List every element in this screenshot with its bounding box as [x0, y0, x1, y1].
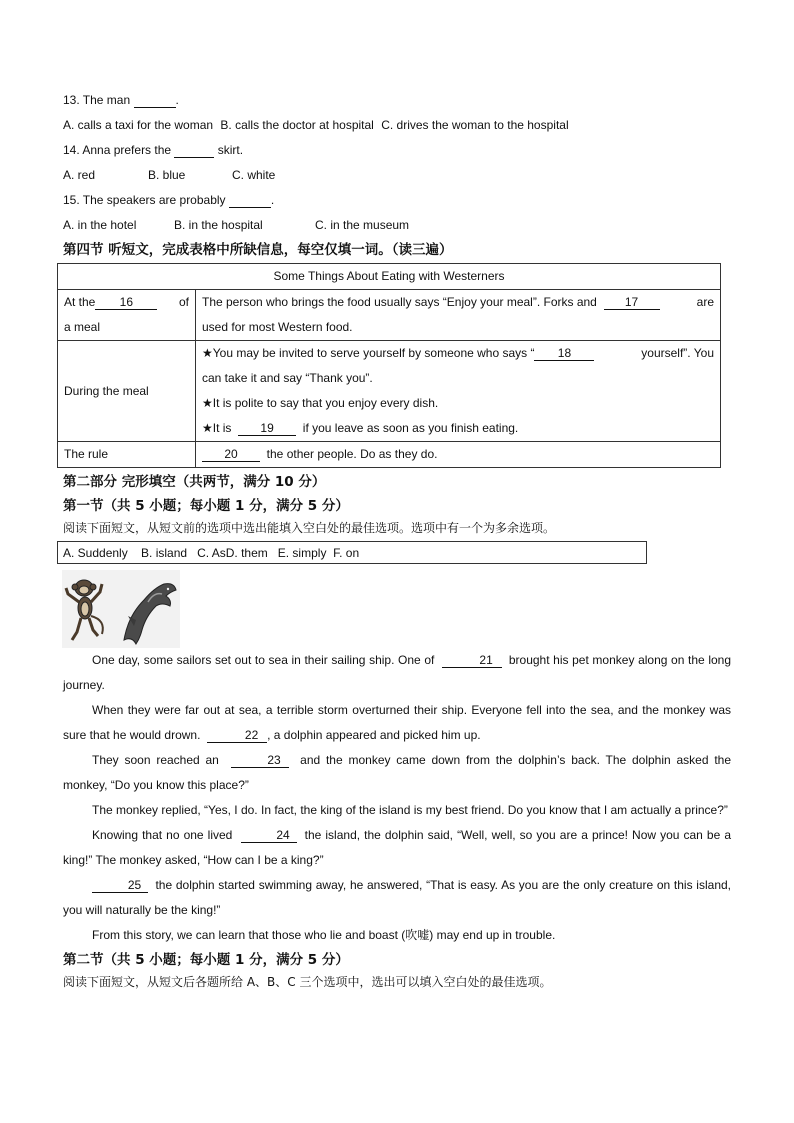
- answer-blank-24: 24: [241, 828, 297, 843]
- table-row: [58, 341, 721, 442]
- answer-blank-16: 16: [95, 295, 157, 310]
- option-c: C. white: [232, 168, 276, 182]
- question-13: 13. The man .: [63, 93, 179, 107]
- option-b: B. in the hospital: [174, 218, 263, 232]
- story-paragraph: From this story, we can learn that those who lie and boast (吹嘘) may end up in trouble.: [92, 928, 556, 942]
- question-14-options: [63, 163, 731, 188]
- answer-blank-19: 19: [238, 421, 296, 436]
- option-a: A. calls a taxi for the woman: [63, 118, 214, 132]
- option-b: B. blue: [148, 168, 186, 182]
- option-b: B. calls the doctor at hospital: [220, 118, 374, 132]
- story-text: [63, 648, 731, 948]
- answer-blank-22: 22: [207, 728, 267, 743]
- story-paragraph: 25 the dolphin started swimming away, he answered, “That is easy. As you are the only creature on this island, you will naturally be the king!”: [63, 878, 731, 917]
- row-label: At the 16 of a meal: [58, 290, 196, 341]
- answer-blank: [229, 193, 271, 208]
- story-paragraph: The monkey replied, “Yes, I do. In fact, the king of the island is my best friend. Do you know that I am actually a prince?”: [92, 803, 728, 817]
- info-table: [57, 263, 721, 468]
- table-row: [58, 442, 721, 468]
- section-2-instructions: 阅读下面短文，从短文后各题所给 A、B、C 三个选项中，选出可以填入空白处的最佳选项。: [63, 975, 552, 989]
- question-14: 14. Anna prefers the skirt.: [63, 143, 244, 157]
- question-13-options: [63, 113, 731, 138]
- row-label: The rule: [58, 442, 196, 468]
- answer-blank-18: 18: [534, 346, 594, 361]
- answer-blank-25: 25: [92, 878, 148, 893]
- monkey-dolphin-illustration: [62, 570, 180, 648]
- illustration-svg: [62, 570, 180, 648]
- answer-blank: [134, 93, 176, 108]
- option-c: C. drives the woman to the hospital: [381, 118, 569, 132]
- options-box: A. Suddenly B. island C. AsD. them E. simply F. on: [57, 541, 647, 564]
- row-label: During the meal: [58, 341, 196, 442]
- part-2-heading: 第二部分 完形填空（共两节，满分 10 分）: [63, 474, 326, 490]
- story-paragraph: They soon reached an 23 and the monkey came down from the dolphin’s back. The dolphin asked the monkey, “Do you know this place?”: [63, 753, 732, 792]
- question-15-options: [63, 213, 731, 238]
- option-a: A. in the hotel: [63, 218, 137, 232]
- story-paragraph: One day, some sailors set out to sea in their sailing ship. One of 21 brought his pet monkey along on the long journey.: [63, 653, 732, 692]
- question-15: 15. The speakers are probably .: [63, 193, 275, 207]
- exam-page: [63, 88, 731, 993]
- answer-blank-20: 20: [202, 447, 260, 462]
- row-content: ★You may be invited to serve yourself by someone who says “ 18 yourself”. You can take it and say “Thank you”. ★It is polite to say that you enjoy every dish. ★It is 19 if you leave as soon as you finish eating.: [196, 341, 721, 442]
- row-content: The person who brings the food usually says “Enjoy your meal”. Forks and 17 are used for most Western food.: [196, 290, 721, 341]
- story-paragraph: Knowing that no one lived 24 the island, the dolphin said, “Well, well, so you are a prince! Now you can be a king!” The monkey asked, “How can I be a king?”: [63, 828, 732, 867]
- row-content: 20 the other people. Do as they do.: [196, 442, 721, 468]
- answer-blank-17: 17: [604, 295, 660, 310]
- section-1-heading: 第一节（共 5 小题；每小题 1 分，满分 5 分）: [63, 498, 349, 514]
- answer-blank-23: 23: [231, 753, 289, 768]
- section-2-heading: 第二节（共 5 小题；每小题 1 分，满分 5 分）: [63, 952, 349, 968]
- table-title: Some Things About Eating with Westerners: [58, 264, 721, 290]
- option-a: A. red: [63, 168, 96, 182]
- table-row: [58, 290, 721, 341]
- section-1-instructions: 阅读下面短文，从短文前的选项中选出能填入空白处的最佳选项。选项中有一个为多余选项。: [63, 521, 556, 535]
- answer-blank-21: 21: [442, 653, 502, 668]
- answer-blank: [174, 143, 214, 158]
- option-c: C. in the museum: [315, 218, 410, 232]
- section-4-heading: 第四节 听短文，完成表格中所缺信息，每空仅填一词。（读三遍）: [63, 242, 453, 258]
- story-paragraph: When they were far out at sea, a terrible storm overturned their ship. Everyone fell into the sea, and the monkey was sure that he would drown. 22 , a dolphin appeared and picked him up.: [63, 703, 731, 742]
